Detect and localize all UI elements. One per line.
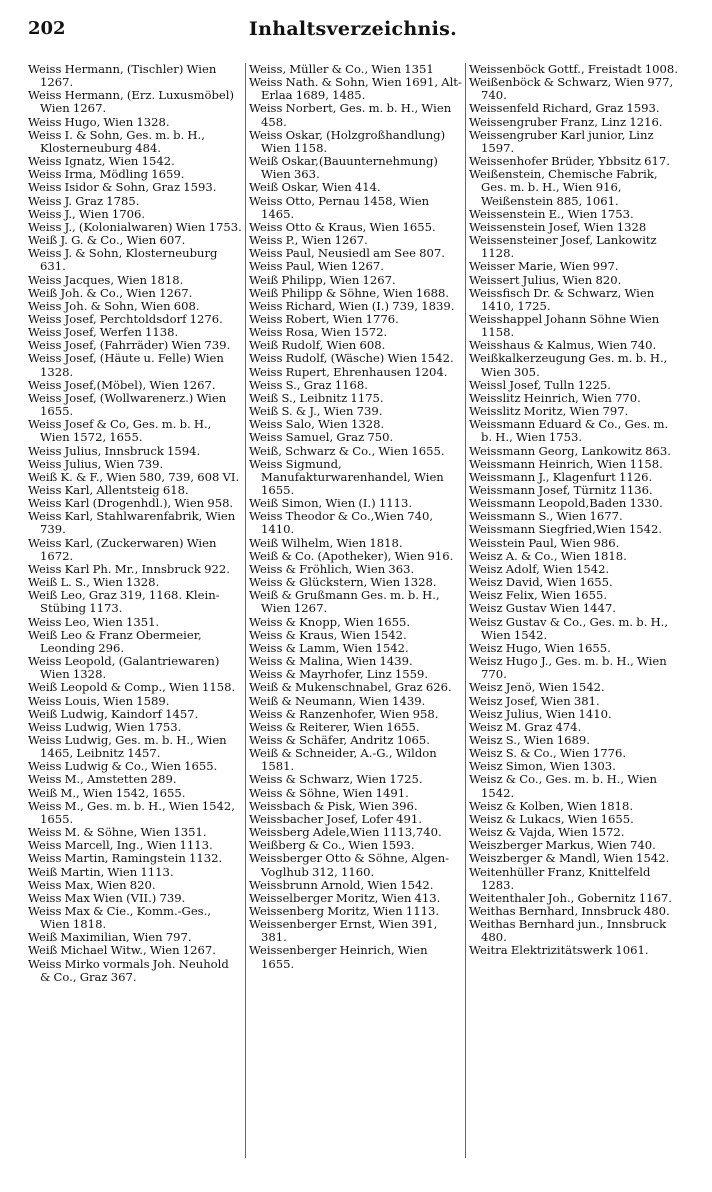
index-entry: Weiss & Reiterer, Wien 1655.	[249, 719, 420, 734]
index-column-1	[28, 63, 242, 1163]
index-entry: Weissmann Georg, Lankowitz 863.	[469, 443, 671, 458]
index-entry: Weiss M., Ges. m. b. H., Wien 1542, 1655.	[28, 798, 235, 826]
index-entry: Weiss I. & Sohn, Ges. m. b. H., Klosterneuburg 484.	[28, 127, 205, 155]
index-entry: Weissenberger Heinrich, Wien 1655.	[249, 943, 428, 971]
index-entry: Weiß J. G. & Co., Wien 607.	[28, 233, 186, 248]
index-entry: Weiss Irma, Mödling 1659.	[28, 167, 185, 182]
index-entry: Weiß Simon, Wien (I.) 1113.	[249, 496, 413, 511]
index-entry: Weissmann J., Klagenfurt 1126.	[469, 469, 653, 484]
index-entry: Weissmann Leopold,Baden 1330.	[469, 496, 663, 511]
index-entry: Weissenhofer Brüder, Ybbsitz 617.	[469, 154, 670, 169]
index-entry: Weiss Karl, (Zuckerwaren) Wien 1672.	[28, 535, 217, 563]
index-entry: Weissengruber Franz, Linz 1216.	[469, 114, 663, 129]
index-entry: Weiss P., Wien 1267.	[249, 233, 368, 248]
index-entry: Weißberg & Co., Wien 1593.	[249, 838, 415, 853]
index-entry: Weiß Maximilian, Wien 797.	[28, 930, 192, 945]
index-entry: Weisshappel Johann Söhne Wien 1158.	[469, 311, 660, 340]
index-entry: Weithas Bernhard, Innsbruck 480.	[469, 904, 670, 918]
index-entry: Weiß S., Leibnitz 1175.	[249, 390, 384, 405]
index-entry: Weiss J. Graz 1785.	[28, 193, 140, 208]
index-entry: Weiß Joh. & Co., Wien 1267.	[28, 285, 193, 300]
index-entry: Weisz David, Wien 1655.	[469, 575, 613, 590]
index-entry: Weiss & Ranzenhofer, Wien 958.	[249, 706, 439, 721]
index-entry: Weiss Julius, Innsbruck 1594.	[28, 443, 201, 458]
index-entry: Weiss Josef, (Fahrräder) Wien 739.	[28, 338, 231, 353]
index-entry: Weisstein Paul, Wien 986.	[469, 535, 620, 550]
index-entry: Weissenberg Moritz, Wien 1113.	[249, 904, 440, 918]
index-entry: Weiß S. & J., Wien 739.	[249, 404, 383, 419]
index-entry: Weiss Karl Ph. Mr., Innsbruck 922.	[28, 561, 230, 576]
index-entry: Weiss Leopold, (Galantriewaren) Wien 1328.	[28, 654, 220, 682]
index-entry: Weiss Rupert, Ehrenhausen 1204.	[249, 364, 448, 379]
index-entry: Weiss Richard, Wien (I.) 739, 1839.	[249, 298, 455, 313]
index-entry: Weissberg Adele,Wien 1113,740.	[249, 825, 442, 840]
index-entry: Weiss Karl, Allentsteig 618.	[28, 483, 189, 497]
index-entry: Weiss Josef, Perchtoldsdorf 1276.	[28, 311, 223, 326]
index-entry: Weisz Hugo J., Ges. m. b. H., Wien 770.	[469, 654, 667, 682]
index-entry: Weissbrunn Arnold, Wien 1542.	[249, 877, 434, 892]
index-entry: Weiss Rosa, Wien 1572.	[249, 325, 388, 340]
index-entry: Weisslitz Heinrich, Wien 770.	[469, 390, 641, 405]
index-entry: Weiss & Kraus, Wien 1542.	[249, 627, 407, 642]
index-entry: Weiss & Mayrhofer, Linz 1559.	[249, 667, 429, 682]
index-entry: Weiss S., Graz 1168.	[249, 377, 368, 392]
index-entry: Weissberger Otto & Söhne, Algen-Voglhub 312, 1160.	[249, 851, 450, 879]
index-entry: Weisz Gustav & Co., Ges. m. b. H., Wien 1542.	[469, 614, 669, 642]
index-entry: Weiss Samuel, Graz 750.	[249, 430, 394, 445]
index-entry: Weissbach & Pisk, Wien 396.	[249, 798, 418, 813]
index-entry: Weiss Isidor & Sohn, Graz 1593.	[28, 180, 217, 195]
index-entry: Weisz Jenö, Wien 1542.	[469, 680, 605, 695]
index-entry: Weisz M. Graz 474.	[469, 719, 582, 734]
index-entry: Weiss Paul, Wien 1267.	[249, 259, 384, 274]
index-entry: Weiß Philipp & Söhne, Wien 1688.	[249, 285, 450, 300]
index-entry: Weitenhüller Franz, Knittelfeld 1283.	[469, 864, 651, 892]
index-entry: Weiss J. & Sohn, Klosterneuburg 631.	[28, 246, 218, 274]
index-entry: Weiss M., Amstetten 289.	[28, 772, 177, 787]
index-entry: Weitra Elektrizitätswerk 1061.	[469, 943, 649, 958]
index-entry: Weiss Julius, Wien 739.	[28, 456, 164, 471]
index-entry: Weiß Ludwig, Kaindorf 1457.	[28, 706, 199, 721]
index-entry: Weiss Max Wien (VII.) 739.	[28, 890, 186, 905]
index-entry: Weithas Bernhard jun., Innsbruck 480.	[469, 917, 667, 945]
index-entry: Weisz S., Wien 1689.	[469, 732, 590, 747]
index-entry: Weissenberger Ernst, Wien 391, 381.	[249, 917, 438, 945]
index-entry: Weiss Ludwig & Co., Wien 1655.	[28, 759, 218, 774]
index-entry: Weisz Hugo, Wien 1655.	[469, 640, 611, 655]
column-divider	[465, 63, 466, 1158]
index-entry: Weiss Josef, (Wollwarenerz.) Wien 1655.	[28, 390, 227, 419]
index-entry: Weiss Josef, (Häute u. Felle) Wien 1328.	[28, 351, 224, 379]
index-entry: Weiß & Co. (Apotheker), Wien 916.	[249, 548, 454, 563]
index-entry: Weiß Martin, Wien 1113.	[28, 864, 174, 879]
index-entry: Weisz Felix, Wien 1655.	[469, 588, 608, 603]
index-entry: Weiss Nath. & Sohn, Wien 1691, Alt-Erlaa 1689, 1485.	[249, 75, 462, 103]
index-entry: Weiss Martin, Ramingstein 1132.	[28, 851, 223, 866]
index-entry: Weißenböck & Schwarz, Wien 977, 740.	[469, 75, 674, 103]
index-entry: Weissenfeld Richard, Graz 1593.	[469, 101, 660, 116]
index-entry: Weisz & Lukacs, Wien 1655.	[469, 811, 634, 826]
index-entry: Weiß K. & F., Wien 580, 739, 608 VI.	[28, 469, 240, 484]
index-entry: Weiss Leo, Wien 1351.	[28, 614, 160, 629]
index-entry: Weisz Adolf, Wien 1542.	[469, 561, 610, 576]
index-entry: Weiss Louis, Wien 1589.	[28, 693, 170, 708]
index-column-2	[249, 63, 463, 1163]
index-entry: Weissert Julius, Wien 820.	[469, 272, 622, 287]
index-entry: Weisslitz Moritz, Wien 797.	[469, 404, 629, 419]
index-entry: Weiss Robert, Wien 1776.	[249, 311, 399, 326]
index-entry: Weiss Oskar, (Holzgroßhandlung) Wien 1158.	[249, 127, 446, 155]
index-entry: Weisselberger Moritz, Wien 413.	[249, 890, 441, 905]
index-entry: Weiss Ludwig, Wien 1753.	[28, 719, 182, 734]
index-entry: Weiszberger Markus, Wien 740.	[469, 838, 656, 853]
index-entry: Weissmann Heinrich, Wien 1158.	[469, 456, 663, 471]
index-entry: Weiß Leopold & Comp., Wien 1158.	[28, 680, 236, 695]
index-entry: Weisshaus & Kalmus, Wien 740.	[469, 338, 657, 353]
index-entry: Weiß Rudolf, Wien 608.	[249, 338, 386, 353]
index-entry: Weissmann Siegfried,Wien 1542.	[469, 522, 663, 537]
index-entry: Weiss Jacques, Wien 1818.	[28, 272, 184, 287]
index-entry: Weiß Oskar, Wien 414.	[249, 180, 381, 195]
index-entry: Weiß & Grußmann Ges. m. b. H., Wien 1267.	[249, 588, 440, 616]
index-entry: Weiss & Glückstern, Wien 1328.	[249, 575, 437, 590]
index-entry: Weisz & Vajda, Wien 1572.	[469, 825, 625, 840]
index-entry: Weiß M., Wien 1542, 1655.	[28, 785, 186, 800]
index-entry: Weiss Hermann, (Erz. Luxusmöbel) Wien 1267.	[28, 88, 234, 116]
index-entry: Weissl Josef, Tulln 1225.	[469, 377, 611, 392]
index-entry: Weiss Max, Wien 820.	[28, 877, 156, 892]
index-entry: Weiss Josef, Werfen 1138.	[28, 325, 179, 340]
page-header	[28, 18, 678, 46]
page-number: 202	[28, 18, 66, 39]
index-entry: Weiss & Fröhlich, Wien 363.	[249, 561, 415, 576]
index-entry: Weisz Julius, Wien 1410.	[469, 706, 612, 721]
index-entry: Weiss Marcell, Ing., Wien 1113.	[28, 838, 213, 853]
index-entry: Weiszberger & Mandl, Wien 1542.	[469, 851, 670, 866]
index-entry: Weiss & Knopp, Wien 1655.	[249, 614, 411, 629]
index-column-3	[469, 63, 679, 1163]
index-entry: Weiß & Schneider, A.-G., Wildon 1581.	[249, 746, 437, 774]
index-entry: Weiss & Söhne, Wien 1491.	[249, 785, 409, 800]
index-entry: Weiss, Müller & Co., Wien 1351	[249, 63, 434, 76]
index-entry: Weiß Leo & Franz Obermeier, Leonding 296.	[28, 627, 202, 655]
index-entry: Weiss Joh. & Sohn, Wien 608.	[28, 298, 200, 313]
index-entry: Weissensteiner Josef, Lankowitz 1128.	[469, 233, 657, 261]
page-title: Inhaltsverzeichnis.	[248, 18, 458, 40]
index-entry: Weiß Philipp, Wien 1267.	[249, 272, 396, 287]
index-entry: Weiss Sigmund, Manufakturwarenhandel, Wien 1655.	[249, 456, 444, 497]
index-entry: Weiss Ignatz, Wien 1542.	[28, 154, 175, 169]
index-entry: Weiß & Neumann, Wien 1439.	[249, 693, 426, 708]
index-entry: Weissengruber Karl junior, Linz 1597.	[469, 127, 654, 155]
index-entry: Weiss & Schwarz, Wien 1725.	[249, 772, 423, 787]
index-entry: Weiss Paul, Neusiedl am See 807.	[249, 246, 445, 261]
index-entry: Weiss Hermann, (Tischler) Wien 1267.	[28, 63, 217, 90]
index-entry: Weisz S. & Co., Wien 1776.	[469, 746, 627, 761]
index-entry: Weiss Karl, Stahlwarenfabrik, Wien 739.	[28, 509, 236, 537]
index-entry: Weiss Otto, Pernau 1458, Wien 1465.	[249, 193, 430, 221]
index-entry: Weissenstein Josef, Wien 1328	[469, 219, 647, 234]
index-entry: Weisz Simon, Wien 1303.	[469, 759, 616, 774]
index-entry: Weißenstein, Chemische Fabrik, Ges. m. b. H., Wien 916, Weißenstein 885, 1061.	[469, 167, 658, 208]
index-entry: Weiss Theodor & Co.,Wien 740, 1410.	[249, 509, 434, 537]
index-entry: Weisz A. & Co., Wien 1818.	[469, 548, 627, 563]
index-entry: Weiß L. S., Wien 1328.	[28, 575, 160, 590]
index-entry: Weiss Ludwig, Ges. m. b. H., Wien 1465, Leibnitz 1457.	[28, 732, 227, 761]
column-divider	[245, 63, 246, 1158]
index-entry: Weiß Wilhelm, Wien 1818.	[249, 535, 403, 550]
index-entry: Weiss Otto & Kraus, Wien 1655.	[249, 219, 436, 234]
index-entry: Weiss Norbert, Ges. m. b. H., Wien 458.	[249, 101, 452, 129]
index-entry: Weisz Gustav Wien 1447.	[469, 601, 616, 616]
index-entry: Weisser Marie, Wien 997.	[469, 259, 619, 274]
index-entry: Weiss Josef & Co, Ges. m. b. H., Wien 1572, 1655.	[28, 417, 212, 445]
index-entry: Weissmann S., Wien 1677.	[469, 509, 623, 524]
index-entry: Weiß & Mukenschnabel, Graz 626.	[249, 680, 452, 695]
index-entry: Weiß Michael Witw., Wien 1267.	[28, 943, 216, 958]
index-entry: Weiss Mirko vormals Joh. Neuhold & Co., Graz 367.	[28, 956, 229, 984]
index-entry: Weissbacher Josef, Lofer 491.	[249, 811, 422, 826]
index-entry: Weiss & Malina, Wien 1439.	[249, 654, 413, 669]
index-entry: Weisz Josef, Wien 381.	[469, 693, 600, 708]
index-entry: Weiss Hugo, Wien 1328.	[28, 114, 170, 129]
index-entry: Weissfisch Dr. & Schwarz, Wien 1410, 1725.	[469, 285, 655, 313]
index-entry: Weiss J., (Kolonialwaren) Wien 1753.	[28, 219, 242, 234]
index-entry: Weissenböck Gottf., Freistadt 1008.	[469, 63, 678, 76]
index-entry: Weiß Leo, Graz 319, 1168. Klein-Stübing 1173.	[28, 588, 220, 616]
index-entry: Weitenthaler Joh., Gobernitz 1167.	[469, 890, 672, 905]
index-entry: Weissmann Josef, Türnitz 1136.	[469, 483, 653, 497]
index-entry: Weissmann Eduard & Co., Ges. m. b. H., Wien 1753.	[469, 417, 669, 445]
index-entry: Weiss J., Wien 1706.	[28, 206, 146, 221]
index-entry: Weiss M. & Söhne, Wien 1351.	[28, 825, 207, 840]
index-entry: Weissenstein E., Wien 1753.	[469, 206, 634, 221]
index-entry: Weiß, Schwarz & Co., Wien 1655.	[249, 443, 445, 458]
index-entry: Weiss & Lamm, Wien 1542.	[249, 640, 409, 655]
index-entry: Weiss Max & Cie., Komm.-Ges., Wien 1818.	[28, 904, 211, 932]
index-entry: Weiss Karl (Drogenhdl.), Wien 958.	[28, 496, 234, 511]
index-entry: Weißkalkerzeugung Ges. m. b. H., Wien 305.	[469, 351, 668, 379]
index-entry: Weiss Rudolf, (Wäsche) Wien 1542.	[249, 351, 454, 366]
index-entry: Weiss Salo, Wien 1328.	[249, 417, 385, 432]
index-entry: Weiß Oskar,(Bauunternehmung) Wien 363.	[249, 154, 438, 182]
index-entry: Weiss Josef,(Möbel), Wien 1267.	[28, 377, 216, 392]
index-entry: Weisz & Kolben, Wien 1818.	[469, 798, 634, 813]
index-columns	[28, 63, 680, 1163]
index-entry: Weiss & Schäfer, Andritz 1065.	[249, 732, 430, 747]
index-entry: Weisz & Co., Ges. m. b. H., Wien 1542.	[469, 772, 658, 800]
